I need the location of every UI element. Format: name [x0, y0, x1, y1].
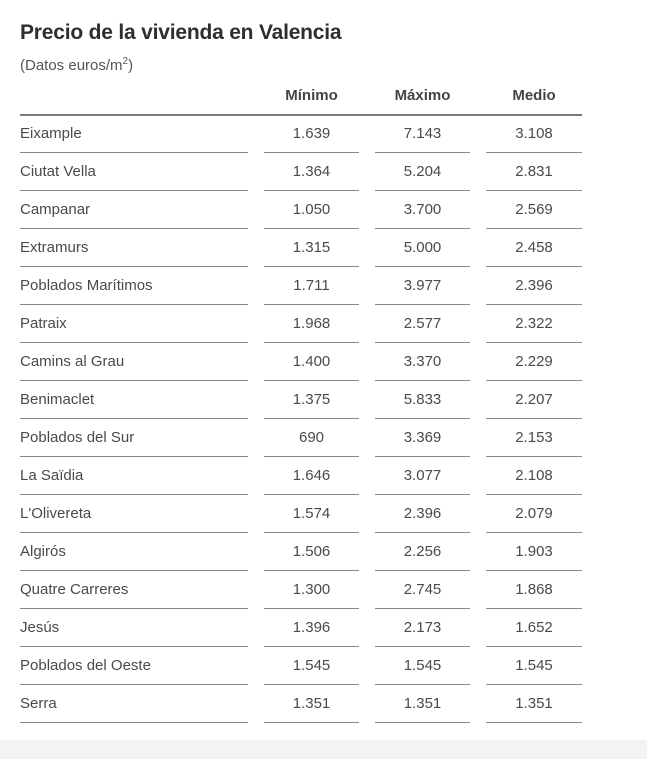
table-row	[20, 268, 582, 306]
district-cell: Poblados del Sur	[20, 420, 248, 457]
minimo-cell: 1.574	[264, 496, 359, 533]
subtitle-end: )	[128, 57, 134, 74]
table-header	[20, 80, 582, 116]
district-cell: Jesús	[20, 610, 248, 647]
minimo-cell: 1.968	[264, 306, 359, 343]
table-row	[20, 572, 582, 610]
minimo-cell: 1.300	[264, 572, 359, 609]
table-row	[20, 534, 582, 572]
district-cell: Extramurs	[20, 230, 248, 267]
maximo-cell: 3.370	[375, 344, 470, 381]
table-row	[20, 154, 582, 192]
district-cell: Ciutat Vella	[20, 154, 248, 191]
table-row	[20, 344, 582, 382]
district-cell: Campanar	[20, 192, 248, 229]
minimo-cell: 1.375	[264, 382, 359, 419]
medio-cell: 3.108	[486, 116, 582, 153]
table-row	[20, 496, 582, 534]
subtitle-text: (Datos euros/m	[20, 57, 123, 74]
chart-subtitle	[20, 56, 133, 74]
maximo-cell: 7.143	[375, 116, 470, 153]
header-medio: Medio	[512, 87, 556, 104]
district-cell: L'Olivereta	[20, 496, 248, 533]
minimo-cell: 1.400	[264, 344, 359, 381]
district-cell: Quatre Carreres	[20, 572, 248, 609]
header-maximo: Máximo	[394, 87, 451, 104]
minimo-cell: 690	[264, 420, 359, 457]
maximo-cell: 3.077	[375, 458, 470, 495]
footer-band	[0, 740, 647, 759]
minimo-cell: 1.639	[264, 116, 359, 153]
district-cell: Patraix	[20, 306, 248, 343]
minimo-cell: 1.545	[264, 648, 359, 685]
district-cell: Poblados del Oeste	[20, 648, 248, 685]
subtitle-superscript: 2	[122, 56, 129, 67]
chart-title: Precio de la vivienda en Valencia	[20, 21, 342, 44]
maximo-cell: 1.351	[375, 686, 470, 723]
medio-cell: 2.458	[486, 230, 582, 267]
maximo-cell: 3.369	[375, 420, 470, 457]
maximo-cell: 5.000	[375, 230, 470, 267]
district-cell: Eixample	[20, 116, 248, 153]
medio-cell: 2.569	[486, 192, 582, 229]
district-cell: Benimaclet	[20, 382, 248, 419]
maximo-cell: 3.977	[375, 268, 470, 305]
table-row	[20, 382, 582, 420]
maximo-cell: 5.833	[375, 382, 470, 419]
medio-cell: 2.229	[486, 344, 582, 381]
maximo-cell: 5.204	[375, 154, 470, 191]
maximo-cell: 2.745	[375, 572, 470, 609]
district-cell: Camins al Grau	[20, 344, 248, 381]
medio-cell: 2.153	[486, 420, 582, 457]
district-cell: Serra	[20, 686, 248, 723]
table-row	[20, 230, 582, 268]
minimo-cell: 1.351	[264, 686, 359, 723]
header-minimo: Mínimo	[285, 87, 338, 104]
medio-cell: 1.903	[486, 534, 582, 571]
table-row	[20, 420, 582, 458]
maximo-cell: 2.577	[375, 306, 470, 343]
maximo-cell: 2.396	[375, 496, 470, 533]
table-row	[20, 192, 582, 230]
price-table	[20, 80, 582, 724]
medio-cell: 1.652	[486, 610, 582, 647]
maximo-cell: 1.545	[375, 648, 470, 685]
minimo-cell: 1.050	[264, 192, 359, 229]
medio-cell: 1.868	[486, 572, 582, 609]
minimo-cell: 1.396	[264, 610, 359, 647]
district-cell: La Saïdia	[20, 458, 248, 495]
medio-cell: 2.831	[486, 154, 582, 191]
medio-cell: 2.079	[486, 496, 582, 533]
maximo-cell: 2.173	[375, 610, 470, 647]
table-row	[20, 306, 582, 344]
minimo-cell: 1.711	[264, 268, 359, 305]
maximo-cell: 3.700	[375, 192, 470, 229]
medio-cell: 1.545	[486, 648, 582, 685]
district-cell: Poblados Marítimos	[20, 268, 248, 305]
medio-cell: 2.396	[486, 268, 582, 305]
table-row	[20, 686, 582, 724]
medio-cell: 2.322	[486, 306, 582, 343]
table-row	[20, 610, 582, 648]
minimo-cell: 1.364	[264, 154, 359, 191]
table-row	[20, 648, 582, 686]
medio-cell: 2.207	[486, 382, 582, 419]
district-cell: Algirós	[20, 534, 248, 571]
minimo-cell: 1.646	[264, 458, 359, 495]
medio-cell: 2.108	[486, 458, 582, 495]
medio-cell: 1.351	[486, 686, 582, 723]
table-row	[20, 458, 582, 496]
table-body	[20, 116, 582, 724]
table-row	[20, 116, 582, 154]
minimo-cell: 1.315	[264, 230, 359, 267]
maximo-cell: 2.256	[375, 534, 470, 571]
minimo-cell: 1.506	[264, 534, 359, 571]
